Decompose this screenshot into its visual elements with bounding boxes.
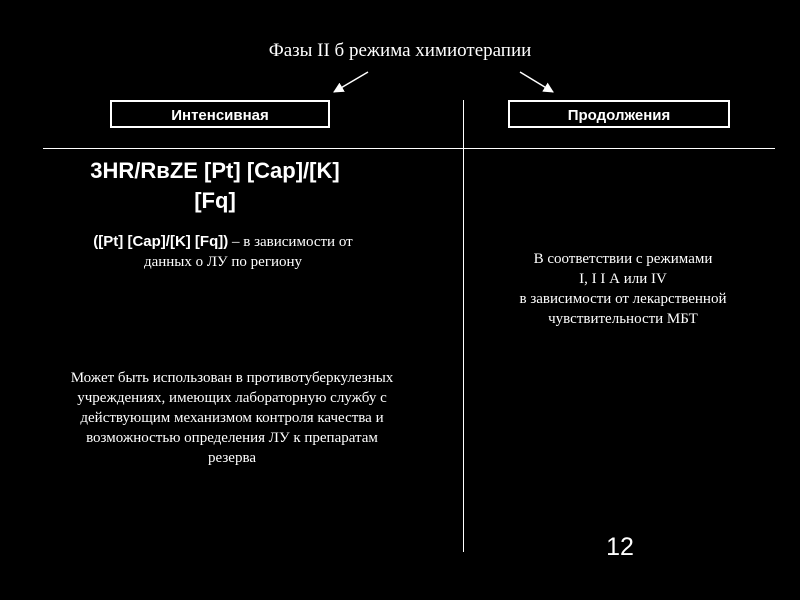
usage-line: Может быть использован в противотуберкулезных (70, 370, 394, 386)
formula-note (48, 232, 398, 272)
formula-note-bold: ([Pt] [Cap]/[K] [Fq]) (93, 233, 229, 250)
continuation-line: в зависимости от лекарственной (519, 291, 727, 307)
formula-note-text: – в зависимости от (228, 234, 353, 250)
continuation-line: чувствительности МБТ (548, 311, 698, 327)
usage-conditions (20, 368, 444, 468)
horizontal-divider (43, 148, 775, 149)
usage-line: учреждениях, имеющих лабораторную службу с (77, 390, 387, 406)
formula-note-line: данных о ЛУ по региону (143, 254, 303, 270)
regimen-formula (40, 156, 390, 216)
vertical-divider (463, 100, 464, 552)
continuation-line: I, I I А или IV (579, 271, 667, 287)
formula-line: 3HR/RвZE [Pt] [Cap]/[K] (90, 158, 340, 183)
continuation-line: В соответствии с режимами (533, 251, 713, 267)
phase-continuation-box: Продолжения (508, 100, 730, 128)
slide-title: Фазы II б режима химиотерапии (268, 40, 532, 61)
slide-number: 12 (606, 533, 634, 561)
continuation-description (478, 249, 768, 329)
usage-line: действующим механизмом контроля качества и (80, 410, 384, 426)
arrow-left (334, 72, 368, 92)
arrow-right (520, 72, 553, 92)
formula-note-line (48, 232, 398, 252)
formula-line: [Fq] (194, 188, 236, 213)
usage-line: резерва (208, 450, 256, 466)
usage-line: возможностью определения ЛУ к препаратам (86, 430, 378, 446)
phase-intensive-box: Интенсивная (110, 100, 330, 128)
